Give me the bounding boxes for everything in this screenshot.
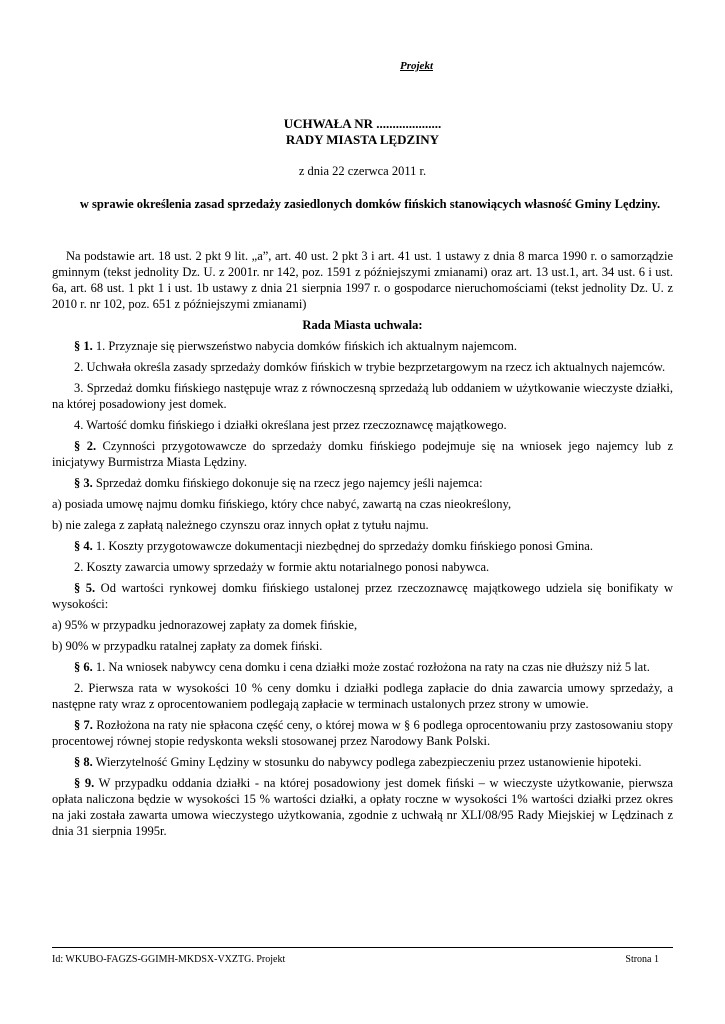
paragraph-text: Od wartości rynkowej domku fińskiego ustalonej przez rzeczoznawcę majątkowego udziela się bonifikaty w wysokości:: [52, 581, 674, 611]
paragraph-text: 1. Na wniosek nabywcy cena domku i cena działki może zostać rozłożona na raty na czas nie dłuższy niż 5 lat.: [92, 660, 650, 674]
page-number: Strona 1: [625, 954, 659, 965]
paragraph-text: a) 95% w przypadku jednorazowej zapłaty za domek fińskie,: [52, 618, 358, 632]
paragraph-text: b) nie zalega z zapłatą należnego czynszu oraz innych opłat z tytułu najmu.: [52, 518, 429, 532]
paragraph-text: 1. Koszty przygotowawcze dokumentacji niezbędnej do sprzedaży domku fińskiego ponosi Gmina.: [92, 539, 593, 553]
clause-paragraph: [52, 680, 673, 712]
resolution-date: z dnia 22 czerwca 2011 r.: [298, 164, 427, 178]
section-mark: § 2.: [74, 439, 97, 453]
section-paragraph: [52, 580, 673, 612]
council-resolves: Rada Miasta uchwala:: [302, 318, 423, 332]
section-paragraph: [52, 775, 673, 839]
resolution-number: UCHWAŁA NR ....................: [283, 116, 442, 131]
clause-paragraph: [52, 380, 673, 412]
clause-paragraph: [52, 617, 673, 633]
section-paragraph: [52, 754, 673, 770]
section-mark: § 5.: [74, 581, 96, 595]
paragraph-text: Czynności przygotowawcze do sprzedaży domku fińskiego podejmuje się na wniosek jego najemcy lub z inicjatywy Burmistrza Miasta Lędziny.: [52, 439, 673, 469]
resolution-body: [52, 248, 673, 844]
section-paragraph: [52, 475, 673, 491]
section-mark: § 3.: [74, 476, 93, 490]
section-mark: § 4.: [74, 539, 93, 553]
clause-paragraph: [52, 638, 673, 654]
paragraph-text: 3. Sprzedaż domku fińskiego następuje wraz z równoczesną sprzedażą lub oddaniem w użytkowanie wieczyste działki, na której posadowiony jest domek.: [52, 381, 673, 411]
paragraph-text: Rozłożona na raty nie spłacona część ceny, o której mowa w § 6 podlega oprocentowaniu przy zastosowaniu stopy procentowej równej stopie redyskonta weksli stosowanej przez Narodowy Bank Polski.: [52, 718, 673, 748]
clause-paragraph: [52, 517, 673, 533]
council-name: RADY MIASTA LĘDZINY: [285, 132, 440, 147]
section-mark: § 6.: [74, 660, 93, 674]
section-paragraph: [52, 338, 673, 354]
paragraph-text: b) 90% w przypadku ratalnej zapłaty za domek fiński.: [52, 639, 323, 653]
document-id: Id: WKUBO-FAGZS-GGIMH-MKDSX-VXZTG. Projekt: [52, 954, 286, 965]
projekt-label: Projekt: [400, 60, 433, 72]
section-paragraph: [52, 717, 673, 749]
section-mark: § 1.: [74, 339, 93, 353]
paragraph-text: 4. Wartość domku fińskiego i działki określana jest przez rzeczoznawcę majątkowego.: [74, 418, 507, 432]
paragraph-text: 1. Przyznaje się pierwszeństwo nabycia domków fińskich ich aktualnym najemcom.: [92, 339, 517, 353]
section-paragraph: [52, 438, 673, 470]
clause-paragraph: [52, 417, 673, 433]
clause-paragraph: [52, 496, 673, 512]
paragraph-text: Wierzytelność Gminy Lędziny w stosunku do nabywcy podlega zabezpieczeniu przez ustanowienie hipoteki.: [92, 755, 642, 769]
paragraph-text: 2. Koszty zawarcia umowy sprzedaży w formie aktu notarialnego ponosi nabywca.: [74, 560, 490, 574]
clause-paragraph: [52, 559, 673, 575]
section-paragraph: [52, 538, 673, 554]
paragraph-text: Sprzedaż domku fińskiego dokonuje się na rzecz jego najemcy jeśli najemca:: [92, 476, 483, 490]
resolution-subject: w sprawie określenia zasad sprzedaży zasiedlonych domków fińskich stanowiących własność Gminy Lędziny.: [79, 197, 661, 211]
legal-basis: Na podstawie art. 18 ust. 2 pkt 9 lit. „a”, art. 40 ust. 2 pkt 3 i art. 41 ust. 1 ustawy z dnia 8 marca 1990 r. o samorządzie gminnym (tekst jednolity Dz. U. z 2001r. nr 142, poz. 1591 z późniejszymi zmianami) oraz art. 13 ust.1, art. 34 ust. 6 i ust. 6a, art. 68 ust. 1 pkt 1 i ust. 1b ustawy z dnia 21 sierpnia 1997 r. o gospodarce nieruchomościami (tekst jednolity Dz. U. z 2010 r. nr 102, poz. 651 z późniejszymi zmianami): [52, 249, 673, 311]
clause-paragraph: [52, 359, 673, 375]
section-paragraph: [52, 659, 673, 675]
paragraph-text: W przypadku oddania działki - na której posadowiony jest domek fiński – w wieczyste użytkowanie, pierwsza opłata naliczona będzie w wysokości 15 % wartości działki, a opłaty roczne w wysokości 1% wartości działki przez okres na jaki została zawarta umowa wieczystego użytkowania, zgodnie z uchwałą nr XLI/08/95 Rady Miejskiej w Lędzinach z dnia 31 sierpnia 1995r.: [52, 776, 673, 838]
footer-divider: [52, 947, 673, 948]
paragraph-text: 2. Uchwała określa zasady sprzedaży domków fińskich w trybie bezprzetargowym na rzecz ich aktualnych najemców.: [74, 360, 666, 374]
paragraph-text: a) posiada umowę najmu domku fińskiego, który chce nabyć, zawartą na czas nieokreślony,: [52, 497, 512, 511]
section-mark: § 9.: [74, 776, 95, 790]
paragraph-text: 2. Pierwsza rata w wysokości 10 % ceny domku i działki podlega zapłacie do dnia zawarcia umowy sprzedaży, a następne raty wraz z oprocentowaniem podlegają zapłacie w terminach ustalonych przez strony w umowie.: [52, 681, 673, 711]
section-mark: § 8.: [74, 755, 93, 769]
section-mark: § 7.: [74, 718, 93, 732]
